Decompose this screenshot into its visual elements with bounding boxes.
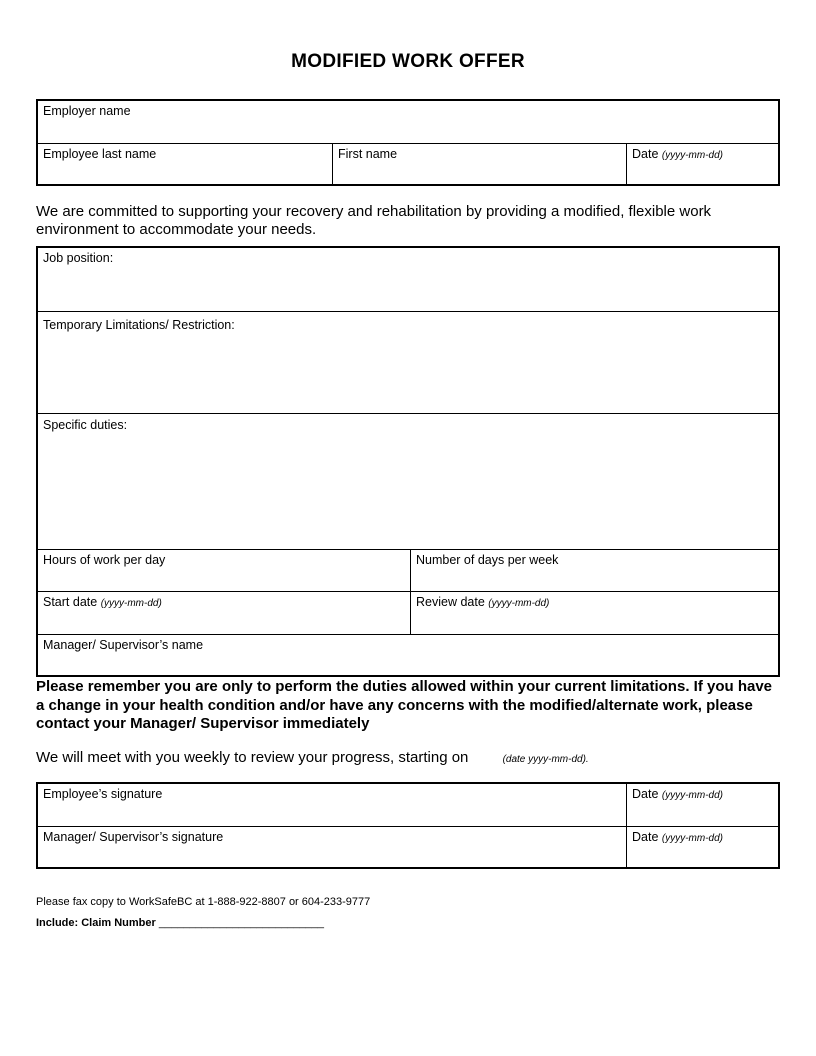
manager-signature-date-hint: (yyyy-mm-dd) [661,833,723,844]
review-date-hint: (yyyy-mm-dd) [488,598,550,609]
manager-signature-row [38,827,778,869]
employee-signature-date-label: Date [632,787,659,801]
hours-per-day-field[interactable] [38,550,410,591]
employee-last-name-field[interactable] [38,144,332,186]
page-title: MODIFIED WORK OFFER [291,51,525,72]
specific-duties-row [38,414,778,550]
intro-paragraph: We are committed to supporting your recovery and rehabilitation by providing a modified, flexible work environment to accommodate your needs. [36,203,712,238]
employee-signature-label: Employee’s signature [43,787,163,801]
start-date-label: Start date [43,595,98,609]
start-date-field[interactable] [38,592,410,634]
date-field[interactable] [626,144,778,186]
weekly-meeting-text: We will meet with you weekly to review your progress, starting on [36,749,469,766]
date-label: Date [632,147,659,161]
days-per-week-label: Number of days per week [416,553,559,567]
job-position-label: Job position: [43,251,114,265]
employer-name-label: Employer name [43,104,131,118]
start-date-hint: (yyyy-mm-dd) [100,598,162,609]
claim-number-line [36,917,324,929]
manager-signature-label: Manager/ Supervisor’s signature [43,830,224,844]
first-name-field[interactable] [332,144,626,186]
employee-signature-row [38,784,778,827]
hours-days-row [38,550,778,592]
manager-name-label: Manager/ Supervisor’s name [43,638,204,652]
first-name-label: First name [338,147,398,161]
signature-box [36,782,780,869]
manager-signature-date-field[interactable] [626,827,778,869]
claim-number-label: Include: Claim Number [36,917,156,929]
employee-row [38,144,778,186]
fax-instruction: Please fax copy to WorkSafeBC at 1-888-922-8807 or 604-233-9777 [36,896,371,908]
temporary-limitations-label: Temporary Limitations/ Restriction: [43,318,235,332]
hours-per-day-label: Hours of work per day [43,553,166,567]
job-position-row [38,248,778,312]
days-per-week-field[interactable] [410,550,778,591]
limitations-row [38,312,778,414]
employer-row [38,101,778,144]
review-date-field[interactable] [410,592,778,634]
weekly-meeting-date-hint: (date yyyy-mm-dd). [502,754,589,765]
claim-number-blank[interactable]: ___________________________ [158,917,325,929]
specific-duties-label: Specific duties: [43,418,128,432]
manager-name-field[interactable] [38,635,778,675]
temporary-limitations-field[interactable] [38,312,778,413]
manager-name-row [38,635,778,675]
manager-signature-date-label: Date [632,830,659,844]
job-details-box [36,246,780,677]
employer-employee-box [36,99,780,186]
employee-signature-field[interactable] [38,784,626,826]
date-format-hint: (yyyy-mm-dd) [661,150,723,161]
employee-signature-date-field[interactable] [626,784,778,826]
weekly-meeting-line [36,749,780,769]
dates-row [38,592,778,635]
employer-name-field[interactable] [38,101,778,143]
employee-last-name-label: Employee last name [43,147,157,161]
limitations-warning: Please remember you are only to perform the duties allowed within your current limitations. If you have a change in your health condition and/or have any concerns with the modified/alternate work, please contact your Manager/ Supervisor immediately [36,678,773,732]
specific-duties-field[interactable] [38,414,778,549]
employee-signature-date-hint: (yyyy-mm-dd) [661,790,723,801]
job-position-field[interactable] [38,248,778,311]
manager-signature-field[interactable] [38,827,626,869]
review-date-label: Review date [416,595,485,609]
